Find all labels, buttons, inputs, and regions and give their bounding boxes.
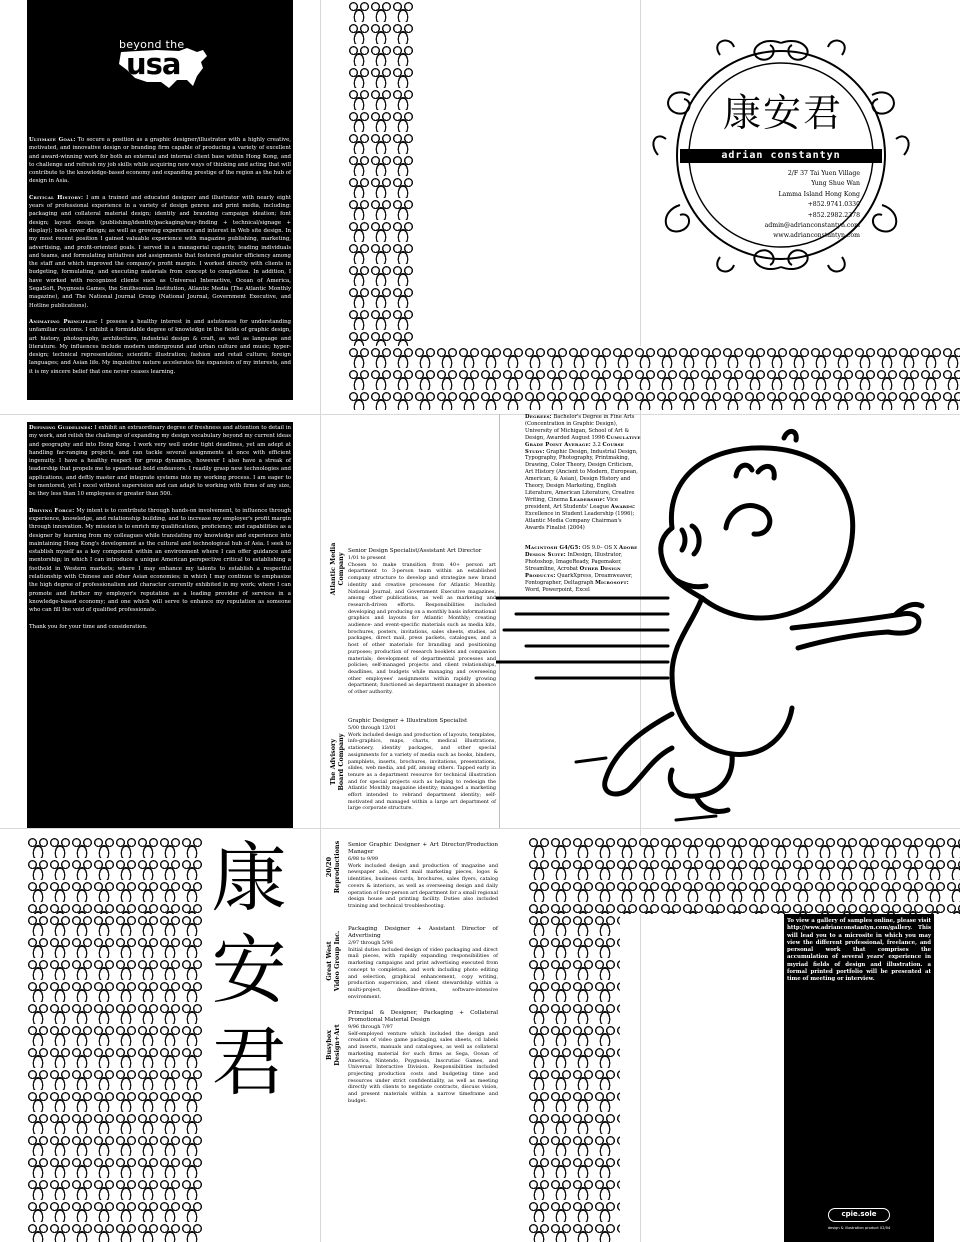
ornament-pattern (348, 346, 960, 410)
goals-panel (27, 0, 293, 400)
job-description: Chosen to make transition from 40+ person art department to 3-person team within an established company structure to develop and strategize new brand identity and creative processes for Atlantic Monthly, National Journal, and Government Executive magazines, among other publications, as well as marketing and research-driven efforts. Responsibilities included developing and producing on a monthly basis informational graphics and layouts for Atlantic Monthly; creating audience- and event-specific materials such as media kits, brochures, posters, invitations, sales sheets, studies, ad packages, direct mail, press packets, catalogues, and a host of other materials for branding and positioning purposes; production of research booklets and companion materials; development of departmental processes and policies; self-managed projects and client relationships, deadlines, and budgets while managing and overseeing other employees' assignments within rapidly growing department; functioned as department manager in absence of other authority. (348, 561, 496, 696)
name-crest (650, 35, 912, 275)
big-chinese-name (203, 832, 295, 1232)
contact-address (720, 169, 860, 242)
paragraph-driving-force: Driving Force: My intent is to contribute through hands-on involvement, to influence through experience, knowledge, and relationship building, and to increase my employer's profit margin through innovation. My mission is to enrich my qualifications, proficiency, and capabilities as a designer by learning from my colleagues while translating my knowledge and experience into maintaining Hong Kong's development as the cultural and technological hub of Asia. I seek to establish myself as a key component within an environment where I can offer guidance and mentorship; in which I can introduce a unique American perspective critical to establishing a foothold in Western markets; where I may enhance my talents to establish a respectful relationship with Chinese and other Asian economies; in which I may continue to emphasize the high degree of professionalism and character currently exhibited in my work; where I can promote and further my employer's reputation as a leading provider of services in a knowledge-based economy; and one which will serve to enhance my reputation as someone who can fill the void of qualified professionals. (29, 507, 291, 614)
big-chinese-char: 康 (211, 834, 287, 922)
job-description: Initial duties included design of video packaging and direct mail pieces, with rapidly expanding responsibilities of marketing campaigns and print advertising executed from concept to completion, and work including photo editing and selection, graphical enhancement, copy writing, production supervision, and client stewardship within a multi-project, deadline-driven, software-intensive environment. (348, 946, 498, 1000)
fold-line (0, 828, 960, 829)
footer-tagline: design & illustration product 02/04 (827, 1226, 891, 1230)
gallery-note[interactable]: To view a gallery of samples online, please visit http://www.adrianconstantyn.com/gallery. This will lead you to a microsite in which you may view the different professional, freelance, and personal work that comprises the accumulation of several years' experience in myriad fields of design and illustration. a formal printed portfolio will be presented at time of meeting or interview. (787, 918, 931, 983)
paragraph-animating-principles: Animating Principles: I possess a healthy interest in and astuteness for understanding unfamiliar customs. I exhibit a formidable degree of knowledge in the fields of graphic design, art history, photography, architecture, industrial design & craft, as well as language and literature. My influences include modern underground and urban culture and music; hyper-design; technical representation; scientific illustration; fashion and retail culture; foreign languages; and Asian life. My inquisitive nature accelerates the expansion of my interests, and it is my sincere belief that one never ceases learning. (29, 318, 291, 375)
job-dates: 1/01 to present (348, 555, 386, 561)
ornament-pattern (528, 914, 620, 1242)
job-title: Senior Design Specialist/Assistant Art Director (348, 548, 482, 554)
address-line: Yung Shue Wan (811, 180, 860, 188)
beyond-the-usa-logo (117, 38, 207, 90)
job-atlantic (348, 548, 496, 696)
job-description: Work included design and production of layouts, templates, info-graphics, maps, charts, medical illustrations, stationery, identity packages, and other special assignments for a variety of media such as books, binders, pamphlets, inserts, brochures, invitations, presentations, slides, web media, and pdf, among others. Tapped early in tenure as a department resource for technical illustration and for special projects such as helping to redesign the Atlantic Monthly magazine identity; managed a marketing effort intended to rebrand department identity; self-motivated and managed within a large art department of large corporate structure. (348, 731, 496, 812)
phone-line: +852.2982.2378 (807, 211, 860, 219)
gallery-panel (784, 914, 934, 1242)
guidelines-text (29, 424, 291, 639)
email-link[interactable]: admin@adrianconstantyn.com (764, 222, 860, 230)
job-title: Packaging Designer + Assistant Director of Advertising (348, 926, 498, 939)
job-title: Graphic Designer + Illustration Specialist (348, 718, 468, 724)
paragraph-ultimate-goal: Ultimate Goal: To secure a position as a graphic designer/illustrator with a highly creative, motivated, and innovative design or branding firm capable of producing a variety of excellent and award-winning work for both an external and internal client base within Hong Kong, and to challenge and refresh my job skills while acquiring new ways of thinking and acting that will contribute to the knowledge-based economy and expanding prestige of the region as the hub of design in Asia. (29, 137, 291, 185)
job-dates: 5/00 through 12/01 (348, 725, 397, 731)
job-title: Principal & Designer, Packaging + Collateral Promotional Material Design (348, 1010, 498, 1023)
company-label-atlantic: Atlantic Media Company (329, 542, 345, 596)
ornament-pattern (27, 914, 203, 1242)
company-label-great-west: Great West Video Group Inc. (325, 930, 341, 992)
ornament-pattern (27, 836, 203, 914)
job-great-west (348, 926, 498, 1000)
goals-text (29, 136, 291, 384)
job-title: Senior Graphic Designer + Art Director/Production Manager (348, 842, 498, 855)
cpie-sole-logo: cpie.sole (828, 1208, 890, 1222)
job-description: Work included design and production of magazine and newspaper ads, direct mail marketing pieces, logos & identities, business cards, brochures, sales flyers, catalog covers & interiors, as well as overseeing design and daily operation of four-person art department for a small regional design house and printing facility. Duties also included training and technical troubleshooting. (348, 862, 498, 909)
education-text: Degrees: Bachelor's Degree in Fine Arts (Concentration in Graphic Design), University of Michigan, School of Art & Design, Awarded August 1996 Cumulative Grade Point Average: 3.2 Course Study: Graphic Design, Industrial Design, Typography, Photography, Printmaking, Drawing, Color Theory, Design Criticism, Art History (Ancient to Modern, European, American, & Asian), Design History and Theory, Design Marketing, English Literature, American Literature, Creative Writing, Cinema Leadership: Vice president, Art Students' League Awards: Excellence in Student Leadership (1996); Atlantic Media Company Chairman's Awards Finalist (2004) (525, 414, 641, 531)
paragraph-critical-history: Critical History: I am a trained and educated designer and illustrator with nearly eight years of professional experience in a variety of design genres and print media, including: packaging and collateral material design; identity and branding campaign ideation; font design; layout design (publishing/identity/packaging/way-finding + technical/signage + display); book cover design; as well as growing experience and interest in Web site design. In my most recent position I gained valuable experience with magazine publishing, marketing, advertising, and profit-oriented goals. I served in a managerial capacity, leading individuals and teams, and formulating initiatives and assignments that fostered greater efficiency among the staff and which improved the company's profit margin. I worked directly with clients in budgeting, formulating, and executing materials from concept to completion. In addition, I have worked with recognized clients such as Universal Interactive, Ocean of America, SegaSoft, Psygnosis Games, the Smithsonian Institution, Atlantic Media (The Atlantic Monthly magazine), and The National Journal Group (National Journal, Government Executive, and Hotline publications). (29, 194, 291, 309)
crest-chinese-name: 康安君 (722, 91, 843, 135)
running-baby-illustration (496, 418, 956, 828)
job-dates: 6/98 to 9/99 (348, 856, 378, 862)
job-2020 (348, 842, 498, 910)
job-busybox (348, 1010, 498, 1104)
job-advisory (348, 718, 496, 812)
phone-line: +852.9741.0330 (807, 201, 860, 209)
ornament-pattern (528, 836, 960, 914)
ornament-pattern (348, 0, 414, 346)
company-label-2020: 20/20 Reproductions (325, 840, 341, 894)
software-text: Macintosh G4/G5: OS 9.0– OS X Adobe Design Suite: InDesign, Illustrator, Photoshop, ImageReady, Pagemaker, Streamline, Acrobat Other Design Products: QuarkXpress, Dreamweaver, Fontographer, Deltagraph Microsoft: Word, Powerpoint, Excel (525, 545, 638, 593)
company-label-advisory: The Advisory Board Company (329, 733, 345, 791)
paragraph-thanks: Thank you for your time and consideration. (29, 623, 148, 630)
logo-usa-word: usa (126, 47, 181, 81)
address-line: Lamma Island Hong Kong (778, 190, 860, 198)
company-label-busybox: Busybox Design+Art (325, 1024, 341, 1066)
guidelines-panel (27, 422, 293, 828)
job-dates: 9/96 through 7/97 (348, 1024, 393, 1030)
logo-top-line: beyond the (119, 38, 185, 51)
job-description: Self-employed venture which included the design and creation of video game packaging, sales sheets, cd labels and inserts, manuals and catalogues, as well as collateral marketing material for such firms as Sega, Ocean of America, Nintendo, Psygnosis, Inscrutiac Games, and Universal Interactive Division. Responsibilities included projecting production costs and budgeting time and resources under strict confidentiality, as well as meeting directly with clients to negotiate contracts, discuss vision, and present materials within a narrow timeframe and budget. (348, 1030, 498, 1104)
website-link[interactable]: www.adrianconstantyn.com (773, 232, 860, 240)
job-dates: 2/97 through 5/98 (348, 940, 393, 946)
fold-line (320, 0, 321, 1242)
big-chinese-char: 安 (211, 926, 287, 1014)
address-line: 2/F 37 Tai Yuen Village (787, 170, 860, 177)
crest-english-name: adrian constantyn (680, 149, 882, 163)
big-chinese-char: 君 (211, 1018, 287, 1106)
paragraph-defining-guidelines: Defining Guidelines: I exhibit an extraordinary degree of freshness and attention to detail in my work, and relish the challenge of expanding my design vocabulary beyond my current ideas and geography and into Hong Kong. I work very well under tight deadlines, yet am adept at handling far-ranging projects, and can tackle several assignments at once with efficient ingenuity. I have a healthy respect for group dynamics, however I also have a streak of leadership that propels me to spearhead bold endeavors. I readily grasp new technologies and applications, and deftly master and integrate systems into my working process. I am eager to be mentored, yet I excel without supervision and can adapt to working with firms of any size, be they less than 10 employees or greater than 500. (29, 425, 291, 498)
